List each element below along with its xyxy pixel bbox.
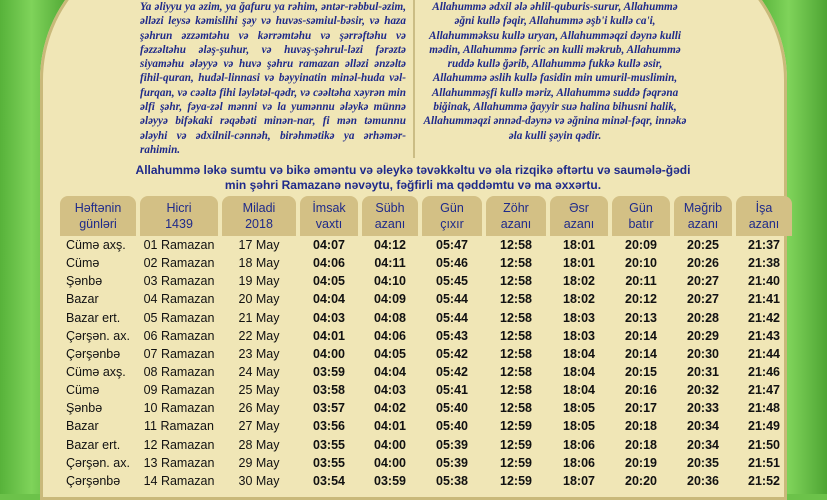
weekday-cell: Çərşən. ax. (66, 328, 130, 343)
isha-time-cell: 21:51 (748, 455, 780, 470)
isha-time-cell: 21:38 (748, 256, 780, 271)
hijri-date-cell: 11 Ramazan (144, 419, 214, 434)
sunset-time-cell: 20:13 (625, 310, 657, 325)
table-row (60, 436, 780, 454)
header-subh-time: Sübh azanı (362, 196, 418, 236)
subh-time-cell: 04:06 (374, 328, 406, 343)
maghrib-time-cell: 20:34 (687, 437, 719, 452)
asr-time-cell: 18:04 (563, 346, 595, 361)
header-sunrise-time: Gün çıxır (422, 196, 482, 236)
zuhr-time-cell: 12:58 (500, 328, 532, 343)
isha-time-cell: 21:47 (748, 383, 780, 398)
table-row (60, 417, 780, 435)
gregorian-date-cell: 22 May (238, 328, 280, 343)
maghrib-time-cell: 20:26 (687, 256, 719, 271)
subh-time-cell: 04:08 (374, 310, 406, 325)
weekday-cell: Şənbə (66, 401, 103, 416)
sunrise-time-cell: 05:39 (436, 455, 468, 470)
maghrib-time-cell: 20:36 (687, 473, 719, 488)
hijri-date-cell: 03 Ramazan (143, 274, 215, 289)
subh-time-cell: 03:59 (374, 473, 406, 488)
sunset-time-cell: 20:16 (625, 383, 657, 398)
isha-time-cell: 21:48 (748, 401, 780, 416)
zuhr-time-cell: 12:58 (500, 274, 532, 289)
zuhr-time-cell: 12:59 (500, 455, 532, 470)
asr-time-cell: 18:02 (563, 274, 595, 289)
hijri-date-cell: 04 Ramazan (143, 292, 215, 307)
table-row (60, 399, 780, 417)
sunrise-time-cell: 05:44 (436, 310, 468, 325)
weekday-cell: Bazar ert. (66, 310, 121, 325)
subh-time-cell: 04:09 (374, 292, 406, 307)
hijri-date-cell: 05 Ramazan (143, 310, 215, 325)
isha-time-cell: 21:40 (748, 274, 780, 289)
zuhr-time-cell: 12:59 (500, 437, 532, 452)
table-row (60, 327, 780, 345)
weekday-cell: Çərşənbə (66, 473, 121, 488)
isha-time-cell: 21:49 (748, 419, 780, 434)
sunset-time-cell: 20:15 (625, 364, 657, 379)
imsak-time-cell: 03:59 (313, 364, 345, 379)
weekday-cell: Çərşənbə (66, 346, 121, 361)
table-row (60, 472, 780, 490)
asr-time-cell: 18:05 (563, 401, 595, 416)
fasting-intention-text: Allahummə ləkə sumtu və bikə əməntu və əleykə təvəkkəltu və əla rizqikə əftərtu və saumələ-ğədi min şəhri Ramazanə nəvəytu, fəğfirli ma qəddəmtu və ma əxxərtu. (135, 163, 691, 192)
table-row (60, 345, 780, 363)
imsak-time-cell: 04:05 (313, 274, 345, 289)
hijri-date-cell: 01 Ramazan (143, 238, 215, 252)
isha-time-cell: 21:42 (748, 310, 780, 325)
sunrise-time-cell: 05:42 (436, 346, 468, 361)
imsak-time-cell: 04:00 (313, 346, 345, 361)
asr-time-cell: 18:05 (563, 419, 595, 434)
subh-time-cell: 04:00 (374, 437, 406, 452)
gregorian-date-cell: 29 May (238, 455, 280, 470)
sunset-time-cell: 20:20 (625, 473, 657, 488)
subh-time-cell: 04:10 (374, 274, 406, 289)
header-maghrib-time: Məğrib azanı (674, 196, 732, 236)
header-isha-time: İşa azanı (736, 196, 792, 236)
sunrise-time-cell: 05:46 (436, 256, 468, 271)
sunrise-time-cell: 05:42 (436, 364, 468, 379)
zuhr-time-cell: 12:58 (500, 292, 532, 307)
isha-time-cell: 21:50 (748, 437, 780, 452)
asr-time-cell: 18:02 (563, 292, 595, 307)
prayer-text-left: Ya əliyyu ya əzim, ya ğafuru ya rəhim, əntər-rəbbul-əzim, əlləzi leysə kəmislihi şəy və huvəs-səmiul-bəsir, və haza şəhrun əzzəmtəhu və kərrəmtəhu və şərrəftəhu və fəzzəltəhu ələş-şuhur, və huvəş-şəhrul-ləzi fərəztə siyaməhu ələyyə və huvə şəhru ramazan əlləzi ənzəltə fihil-quran, hudəl-linnasi və bəyyinatin minəl-huda vəl-furqan, və cəəltə fihi ləylətəl-qədr, və cəəltəha xəyrən min əlfi şəhr, fəya-zəl mənni və la yumənnu ələykə münnə ələyyə bifəkaki rəqəbəti minən-nar, fi mən təmunnu ələyhi və ədxilnil-cənnəh, birəhmətikə ya ərhəmər-rahimin. (140, 1, 406, 156)
weekday-cell: Bazar ert. (66, 437, 121, 452)
isha-time-cell: 21:46 (748, 364, 780, 379)
subh-time-cell: 04:03 (374, 383, 406, 398)
asr-time-cell: 18:06 (563, 455, 595, 470)
asr-time-cell: 18:06 (563, 437, 595, 452)
table-row (60, 254, 780, 272)
table-row (60, 309, 780, 327)
sunset-time-cell: 20:12 (625, 292, 657, 307)
sunset-time-cell: 20:09 (625, 238, 657, 252)
sunset-time-cell: 20:11 (625, 274, 657, 289)
weekday-cell: Cümə axş. (66, 238, 126, 252)
isha-time-cell: 21:43 (748, 328, 780, 343)
weekday-cell: Bazar (66, 292, 99, 307)
hijri-date-cell: 06 Ramazan (143, 328, 215, 343)
maghrib-time-cell: 20:28 (687, 310, 719, 325)
sunset-time-cell: 20:10 (625, 256, 657, 271)
imsak-time-cell: 04:01 (313, 328, 345, 343)
header-hijri-date: Hicri 1439 (140, 196, 218, 236)
weekday-cell: Cümə (66, 383, 100, 398)
zuhr-time-cell: 12:59 (500, 419, 532, 434)
imsak-time-cell: 04:06 (313, 256, 345, 271)
subh-time-cell: 04:11 (374, 256, 406, 271)
column-divider (413, 0, 415, 158)
imsak-time-cell: 03:54 (313, 473, 345, 488)
table-body (60, 236, 780, 490)
header-sunset-time: Gün batır (612, 196, 670, 236)
table-row (60, 290, 780, 308)
imsak-time-cell: 04:07 (313, 238, 345, 252)
table-row (60, 272, 780, 290)
isha-time-cell: 21:37 (748, 238, 780, 252)
asr-time-cell: 18:01 (563, 256, 595, 271)
header-gregorian-date: Miladi 2018 (222, 196, 296, 236)
imsak-time-cell: 03:55 (313, 437, 345, 452)
imsak-time-cell: 04:04 (313, 292, 345, 307)
table-row (60, 381, 780, 399)
isha-time-cell: 21:52 (748, 473, 780, 488)
gregorian-date-cell: 25 May (238, 383, 280, 398)
gregorian-date-cell: 18 May (238, 256, 280, 271)
subh-time-cell: 04:00 (374, 455, 406, 470)
asr-time-cell: 18:04 (563, 364, 595, 379)
subh-time-cell: 04:02 (374, 401, 406, 416)
gregorian-date-cell: 28 May (238, 437, 280, 452)
hijri-date-cell: 12 Ramazan (143, 437, 215, 452)
zuhr-time-cell: 12:58 (500, 256, 532, 271)
weekday-cell: Cümə axş. (66, 364, 126, 379)
sunrise-time-cell: 05:47 (436, 238, 468, 252)
sunrise-time-cell: 05:45 (436, 274, 468, 289)
sunset-time-cell: 20:18 (625, 437, 657, 452)
header-asr-time: Əsr azanı (550, 196, 608, 236)
hijri-date-cell: 09 Ramazan (143, 383, 215, 398)
maghrib-time-cell: 20:25 (687, 238, 719, 252)
subh-time-cell: 04:04 (374, 364, 406, 379)
ramazan-timetable (60, 196, 780, 494)
imsak-time-cell: 03:58 (313, 383, 345, 398)
weekday-cell: Çərşən. ax. (66, 455, 130, 470)
maghrib-time-cell: 20:32 (687, 383, 719, 398)
table-row (60, 454, 780, 472)
sunset-time-cell: 20:14 (625, 346, 657, 361)
gregorian-date-cell: 19 May (238, 274, 280, 289)
sunrise-time-cell: 05:44 (436, 292, 468, 307)
subh-time-cell: 04:05 (374, 346, 406, 361)
maghrib-time-cell: 20:27 (687, 274, 719, 289)
maghrib-time-cell: 20:34 (687, 419, 719, 434)
gregorian-date-cell: 27 May (238, 419, 280, 434)
isha-time-cell: 21:44 (748, 346, 780, 361)
maghrib-time-cell: 20:30 (687, 346, 719, 361)
sunrise-time-cell: 05:38 (436, 473, 468, 488)
hijri-date-cell: 14 Ramazan (143, 473, 215, 488)
gregorian-date-cell: 23 May (238, 346, 280, 361)
maghrib-time-cell: 20:31 (687, 364, 719, 379)
header-zuhr-time: Zöhr azanı (486, 196, 546, 236)
asr-time-cell: 18:03 (563, 310, 595, 325)
hijri-date-cell: 08 Ramazan (143, 364, 215, 379)
zuhr-time-cell: 12:58 (500, 401, 532, 416)
zuhr-time-cell: 12:58 (500, 310, 532, 325)
sunrise-time-cell: 05:41 (436, 383, 468, 398)
imsak-time-cell: 04:03 (313, 310, 345, 325)
sunrise-time-cell: 05:40 (436, 401, 468, 416)
prayer-text-right: Allahummə ədxil ələ əhlil-quburis-surur, Allahummə əğni kullə fəqir, Allahummə əşb'i kullə ca'i, Allahumməksu kullə uryan, Allahumməqzi dəynə kulli mədin, Allahummə fərric ən kulli məkrub, Allahummə ruddə kullə ğərib, Allahummə fukkə kullə əsir, Allahummə əslih kullə fasidin min umuril-muslimin, Allahumməşfi kullə məriz, Allahummə suddə fəqrəna biğinak, Allahummə ğayyir suə halina bihusni halik, Allahumməqzi ənnəd-dəynə və əğnina minəl-fəqr, innəkə əla kulli şəyin qədir. (423, 1, 687, 142)
asr-time-cell: 18:04 (563, 383, 595, 398)
table-row (60, 236, 780, 254)
hijri-date-cell: 13 Ramazan (143, 455, 215, 470)
header-imsak-time: İmsak vaxtı (300, 196, 358, 236)
gregorian-date-cell: 26 May (238, 401, 280, 416)
zuhr-time-cell: 12:59 (500, 473, 532, 488)
zuhr-time-cell: 12:58 (500, 238, 532, 252)
imsak-time-cell: 03:56 (313, 419, 345, 434)
sunrise-time-cell: 05:43 (436, 328, 468, 343)
gregorian-date-cell: 21 May (238, 310, 280, 325)
asr-time-cell: 18:07 (563, 473, 595, 488)
maghrib-time-cell: 20:33 (687, 401, 719, 416)
subh-time-cell: 04:12 (374, 238, 406, 252)
sunset-time-cell: 20:19 (625, 455, 657, 470)
gregorian-date-cell: 24 May (238, 364, 280, 379)
weekday-cell: Cümə (66, 256, 100, 271)
hijri-date-cell: 07 Ramazan (143, 346, 215, 361)
zuhr-time-cell: 12:58 (500, 383, 532, 398)
gregorian-date-cell: 17 May (238, 238, 280, 252)
table-header (60, 196, 780, 236)
sunrise-time-cell: 05:40 (436, 419, 468, 434)
imsak-time-cell: 03:57 (313, 401, 345, 416)
weekday-cell: Bazar (66, 419, 99, 434)
zuhr-time-cell: 12:58 (500, 346, 532, 361)
table-row (60, 363, 780, 381)
header-weekday: Həftənin günləri (60, 196, 136, 236)
sunset-time-cell: 20:18 (625, 419, 657, 434)
zuhr-time-cell: 12:58 (500, 364, 532, 379)
weekday-cell: Şənbə (66, 274, 103, 289)
asr-time-cell: 18:01 (563, 238, 595, 252)
maghrib-time-cell: 20:29 (687, 328, 719, 343)
asr-time-cell: 18:03 (563, 328, 595, 343)
sunset-time-cell: 20:17 (625, 401, 657, 416)
maghrib-time-cell: 20:35 (687, 455, 719, 470)
gregorian-date-cell: 30 May (238, 473, 280, 488)
hijri-date-cell: 02 Ramazan (143, 256, 215, 271)
sunset-time-cell: 20:14 (625, 328, 657, 343)
sunrise-time-cell: 05:39 (436, 437, 468, 452)
subh-time-cell: 04:01 (374, 419, 406, 434)
isha-time-cell: 21:41 (748, 292, 780, 307)
gregorian-date-cell: 20 May (238, 292, 280, 307)
hijri-date-cell: 10 Ramazan (143, 401, 215, 416)
imsak-time-cell: 03:55 (313, 455, 345, 470)
maghrib-time-cell: 20:27 (687, 292, 719, 307)
